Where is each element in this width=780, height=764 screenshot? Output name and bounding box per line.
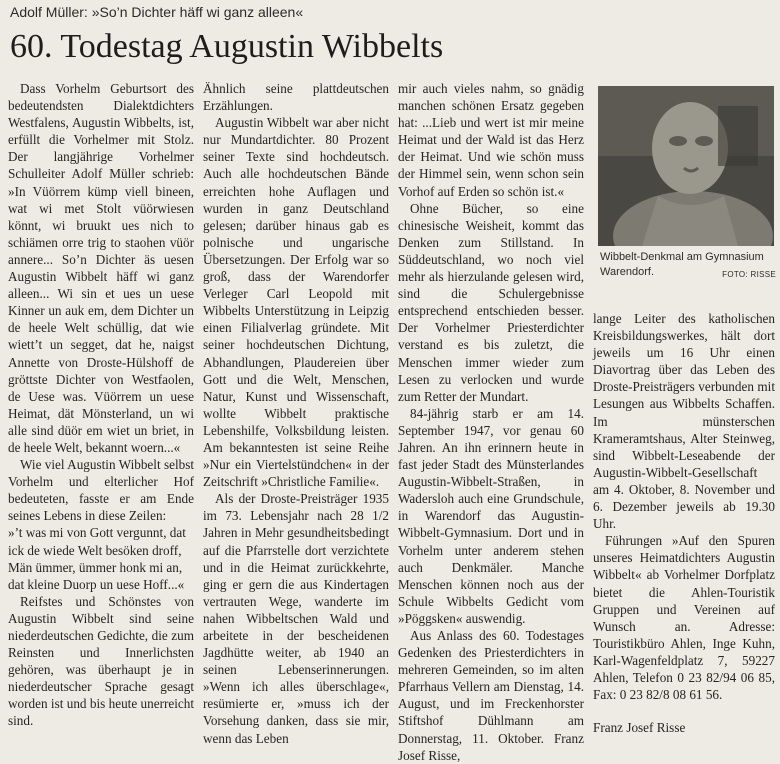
article-column-4	[593, 310, 775, 736]
paragraph: Als der Droste-Preisträger 1935 im 73. Lebensjahr nach 28 1/2 Jahren in Mehr gesundheitsbedingt auf die Pfarrstelle dort verzichtete und in die Heimat zurückkehrte, ging er gern die aus Kindertagen vertrauten Wege, wanderte im nahen Wibbeltschen Wald und arbeitete in der bescheidenen Jagdhütte weiter, ab 1940 an seinen Lebenserinnerungen. »Wenn ich alles überschlage«, resümierte er, »muss ich der Vorsehung danken, dass sie mir, wenn das Leben	[203, 491, 389, 746]
photo-credit: FOTO: RISSE	[722, 270, 776, 279]
article-column-3	[398, 80, 584, 764]
paragraph: Ohne Bücher, so eine chinesische Weisheit, kommt das Denken zum Stillstand. In Süddeutschland, wo noch viel mehr als hierzulande gelesen wird, sind die Schulergebnisse entsprechend entschieden besser. Der Vorhelmer Priesterdichter verstand es bis zuletzt, die Menschen immer wieder zum Lesen zu verlocken und wurde zum Retter der Mundart.	[398, 200, 584, 404]
verse-line: Män ümmer, ümmer honk mi an, dat kleine Duorp un uese Hoff...«	[8, 559, 185, 592]
paragraph: Wie viel Augustin Wibbelt selbst Vorhelm und elterlicher Hof bedeuteten, fasste er am Ende seines Lebens in diese Zeilen:	[8, 457, 194, 524]
photo-caption	[600, 250, 776, 282]
author-signature: Franz Josef Risse	[593, 720, 686, 736]
article-column-2	[203, 80, 389, 747]
paragraph: Ähnlich seine plattdeutschen Erzählungen.	[203, 81, 389, 114]
headline: 60. Todestag Augustin Wibbelts	[10, 28, 444, 65]
caption-text: Wibbelt-Denkmal am Gymnasium Warendorf.	[600, 251, 764, 278]
paragraph: lange Leiter des katholischen Kreisbildungswerkes, hält dort jeweils um 16 Uhr einen Diavortrag über das Leben des Droste-Preisträgers verbunden mit Lesungen aus Wibbelts Schaffen. Im münsterschen Krameramtshaus, Alter Steinweg, sind Wibbelt-Leseabende der Augustin-Wibbelt-Gesellschaft am 4. Oktober, 8. November und 6. Dezember jeweils ab 19.30 Uhr.	[593, 311, 775, 532]
article-column-1	[8, 80, 194, 730]
bust-image	[598, 86, 774, 246]
paragraph: Aus Anlass des 60. Todestages Gedenken des Priesterdichters in mehreren Gemeinden, so im alten Pfarrhaus Vellern am Dienstag, 14. August, und im Freckenhorster Stiftshof Dühlmann am Donnerstag, 11. Oktober. Franz Josef Risse,	[398, 628, 584, 763]
paragraph: 84-jährig starb er am 14. September 1947, vor genau 60 Jahren. An ihn erinnern heute in fast jeder Stadt des Münsterlandes Augustin-Wibbelt-Straßen, in Wadersloh auch eine Grundschule, in Warendorf das Augustin-Wibbelt-Gymnasium. Dort und in Vorhelm unter anderem stehen auch Denkmäler. Manche Menschen können noch aus der Schule Wibbelts Gedicht vom »Pöggsken« auswendig.	[398, 405, 584, 626]
paragraph: Führungen »Auf den Spuren unseres Heimatdichters Augustin Wibbelt« ab Vorhelmer Dorfplatz bietet die Ahlen-Touristik Gruppen und Vereinen auf Wunsch an. Adresse: Touristikbüro Ahlen, Inge Kuhn, Karl-Wagenfeldplatz 7, 59227 Ahlen, Telefon 0 23 82/94 06 85, Fax: 0 23 82/8 08 61 56.	[593, 533, 775, 703]
paragraph: Reifstes und Schönstes von Augustin Wibbelt sind seine niederdeutschen Gedichte, die zum Reinsten und Innerlichsten gehören, was überhaupt je in niederdeutscher Sprache gesagt worden ist und bis heute unerreicht sind.	[8, 593, 194, 729]
paragraph: Dass Vorhelm Geburtsort des bedeutendsten Dialektdichters Westfalens, Augustin Wibbelts, ist, erfüllt die Vorhelmer mit Stolz. Der langjährige Vorhelmer Schulleiter Adolf Müller schrieb: »In Vüörrem kümp viell bineen, wat wi met Stolt vüörwiesen könnt, wi bruukt ues nich to schiämen orre trig to staohen vüör annere... So’n Dichter äs uesen Augustin Wibbelt häff wi ganz alleen... Wi sin et ues un uese Kinner un auk em, dem Dichter un de heele Welt schüllig, dat wie wiett’t un segget, dat he, naigst Annette von Droste-Hülshoff de gröttste Dichter von Westfaolen, de Uese was. Vüörrem un uese Heimat, dät Mönsterland, un wi alle sind düör em wiet un briet, in de heele Welt, bekannt woern...«	[8, 81, 194, 455]
kicker: Adolf Müller: »So’n Dichter häff wi ganz alleen«	[10, 4, 304, 20]
monument-photo	[598, 86, 774, 246]
verse-line: »’t was mi von Gott vergunnt, dat ick de wiede Welt besöken droff,	[8, 525, 186, 558]
paragraph: Augustin Wibbelt war aber nicht nur Mundartdichter. 80 Prozent seiner Texte sind hochdeutsch. Auch alle hochdeutschen Bände erreichten hohe Auflagen und wurden in ganz Deutschland gelesen; darüber hinaus gab es polnische und ungarische Übersetzungen. Der Erfolg war so groß, dass der Warendorfer Verleger Carl Leopold mit Wibbelts Unterstützung in Leipzig einen Filialverlag gründete. Mit seiner hochdeutschen Dichtung, Abhandlungen, Plaudereien über Gott und die Welt, Menschen, Natur, Kunst und Wissenschaft, wollte Wibbelt praktische Lebenshilfe, Volksbildung leisten. Am bekanntesten ist seine Reihe »Nur ein Viertelstündchen« in der Zeitschrift »Christliche Familie«.	[203, 115, 389, 490]
paragraph: mir auch vieles nahm, so gnädig manchen schönen Ersatz gegeben hat: ...Lieb und wert ist mir meine Heimat und der Wald ist das Herz der Heimat. Und wie schön muss der Himmel sein, wenn schon sein Vorhof auf Erden so schön ist.«	[398, 81, 584, 199]
